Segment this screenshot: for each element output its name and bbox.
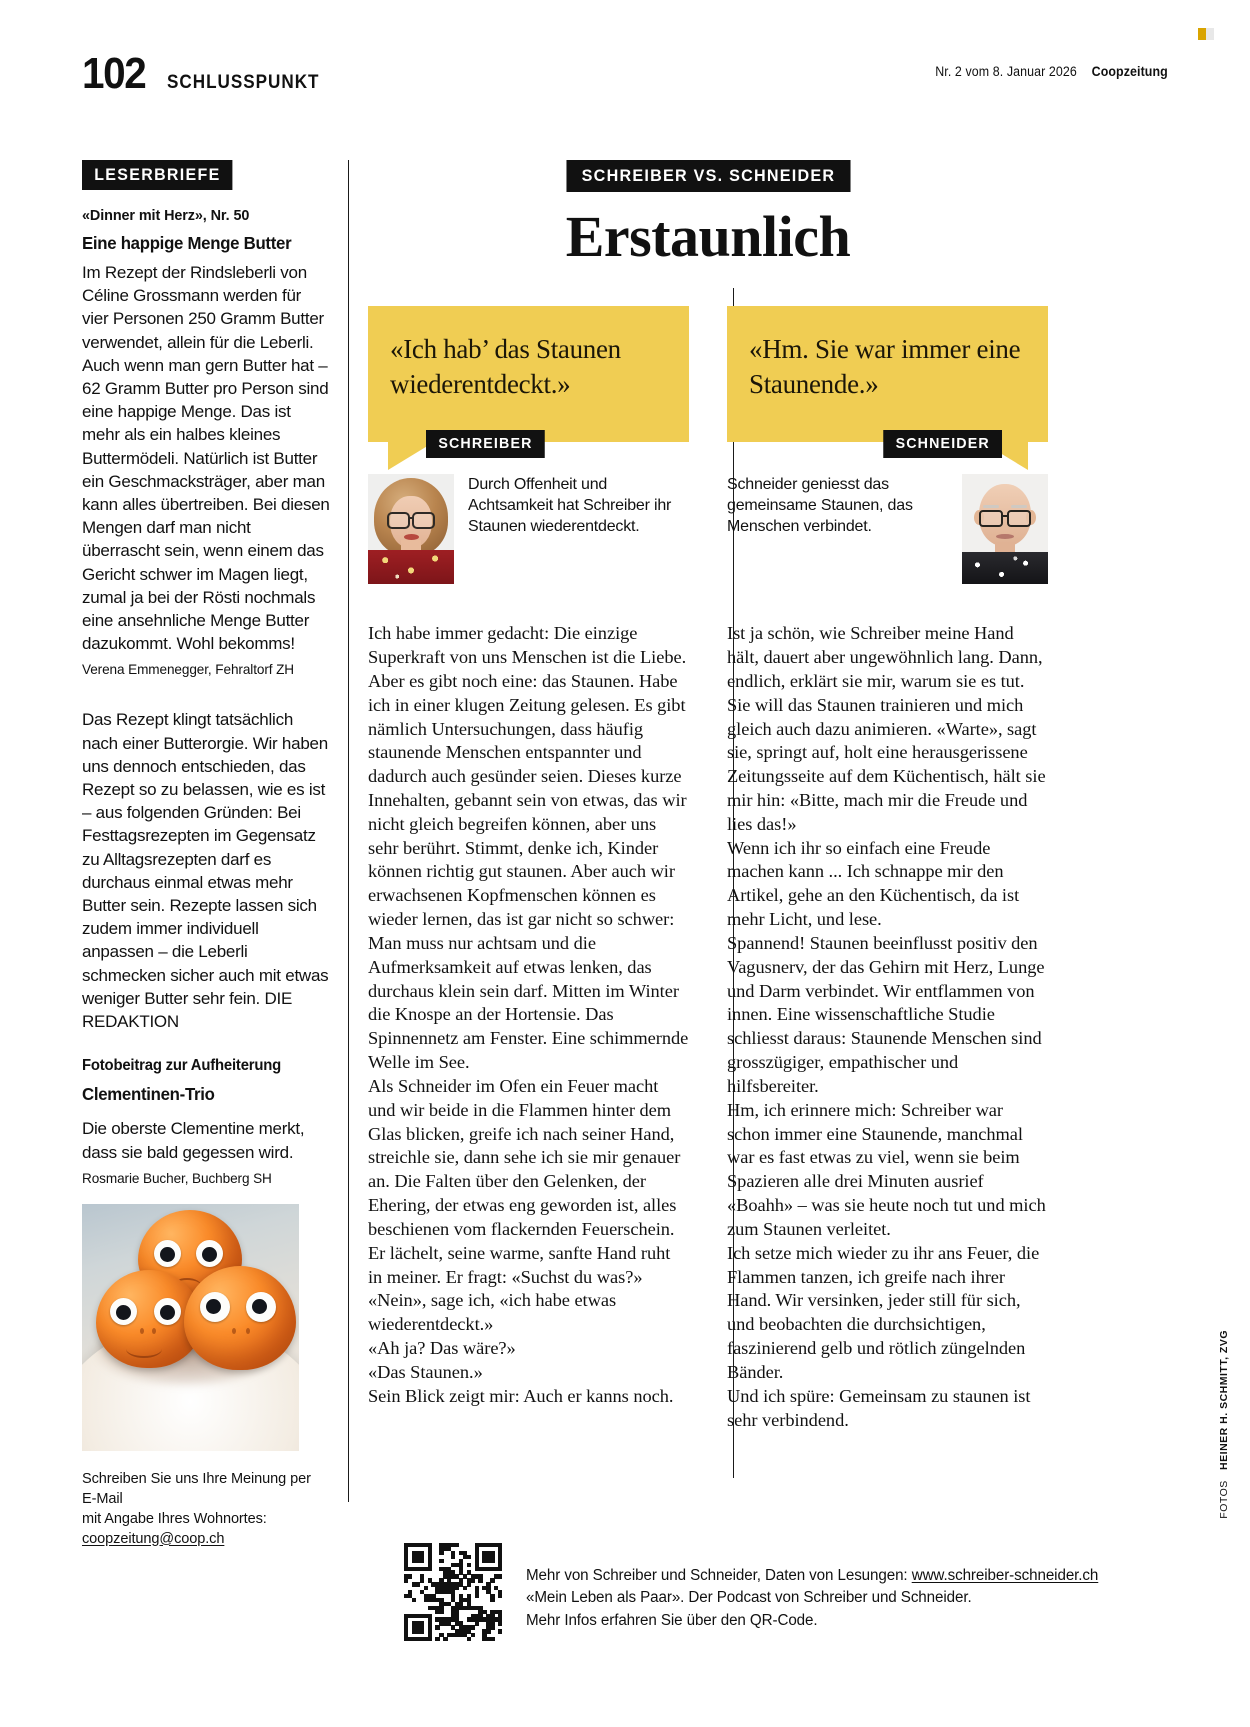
eye bbox=[154, 1298, 181, 1325]
clementine-right bbox=[184, 1266, 296, 1370]
issue-date: Nr. 2 vom 8. Januar 2026 bbox=[935, 64, 1078, 79]
clothing bbox=[962, 552, 1048, 584]
article-body bbox=[368, 622, 1048, 1432]
footer-line-2: «Mein Leben als Paar». Der Podcast von Schreiber und Schneider. bbox=[526, 1589, 972, 1607]
nostril bbox=[140, 1328, 144, 1334]
eyebrow bbox=[1011, 505, 1027, 508]
quote-bubble-schreiber bbox=[368, 306, 689, 453]
article-tag-row bbox=[368, 160, 1048, 192]
paragraph: «Nein», sage ich, «ich habe etwas wiederentdeckt.» bbox=[368, 1290, 617, 1335]
spacer bbox=[82, 677, 330, 701]
bio-text-schreiber: Durch Offenheit und Achtsamkeit hat Schreiber ihr Staunen wiederentdeckt. bbox=[468, 476, 672, 536]
footer-line-3: Mehr Infos erfahren Sie über den QR-Code. bbox=[526, 1611, 818, 1629]
publication-name: Coopzeitung bbox=[1091, 64, 1168, 79]
paragraph: Ich habe immer gedacht: Die einzige Superkraft von uns Menschen ist die Liebe. Aber es gibt noch eine: das Staunen. Habe ich in einer klugen Zeitung gelesen. Es gibt nämlich Untersuchungen, dass häufig staunende Menschen entspannter und dadurch auch gesünder seien. Dieses kurze Innehalten, gebannt sein von etwas, das wir nicht gleich begreifen können, aber uns sehr berührt. Stimmt, denke ich, Kinder können richtig gut staunen. Aber auch wir erwachsenen Kopfmenschen können es wieder lernen, das ist gar nicht so schwer: Man muss nur achtsam und die Aufmerksamkeit auf etwas lenken, das durchaus klein sein darf. Mitten im Winter die Knospe an der Hortensie. Das Spinnennetz am Fenster. Eine schimmernde Welle im See. bbox=[368, 623, 689, 1073]
paragraph: Spannend! Staunen beeinflusst positiv den Vagusnerv, der das Gehirn mit Herz, Lunge und Darm verbindet. Wir entflammen von innen. Eine wissenschaftliche Studie schliesst daraus: Staunende Menschen sind grosszügiger, empathischer und hilfsbereiter. bbox=[727, 932, 1045, 1096]
eye bbox=[154, 1240, 181, 1267]
column-divider-left bbox=[348, 160, 349, 1502]
bio-schreiber bbox=[368, 474, 689, 584]
masthead bbox=[82, 49, 1168, 108]
quote-text-schreiber: «Ich hab’ das Staunen wiederentdeckt.» bbox=[390, 334, 621, 400]
name-badge-schreiber: SCHREIBER bbox=[426, 430, 545, 458]
quote-row bbox=[368, 306, 1048, 584]
photo-kicker: Fotobeitrag zur Aufheiterung bbox=[82, 1057, 282, 1075]
photo-credit-value: HEINER H. SCHMITT, ZVG bbox=[1218, 1330, 1230, 1470]
section-rubric: SCHLUSSPUNKT bbox=[166, 72, 320, 93]
nostril bbox=[152, 1328, 156, 1334]
paragraph: «Ah ja? Das wäre?» bbox=[368, 1338, 516, 1359]
paragraph: Und ich spüre: Gemeinsam zu staunen ist sehr verbindend. bbox=[727, 1385, 1031, 1430]
article-body-schneider bbox=[727, 622, 1048, 1432]
quote-bubble-schneider bbox=[727, 306, 1048, 453]
article-body-schreiber bbox=[368, 622, 689, 1432]
paragraph: Als Schneider im Ofen ein Feuer macht und wir beide in die Flammen hinter dem Glas blicken, greife ich nach seiner Hand, streichle sie, dann sehe ich sie mir genauer an. Die Falten über den Gelenken, der Ehering, der etwas eng geworden ist, alles beschienen vom flackernden Feuerschein. bbox=[368, 1075, 681, 1239]
article-title: Erstaunlich bbox=[565, 204, 851, 269]
clothing bbox=[368, 550, 454, 584]
bio-schneider bbox=[727, 474, 1048, 584]
letter-signature: Verena Emmenegger, Fehraltorf ZH bbox=[82, 661, 295, 678]
footer-text bbox=[526, 1543, 1098, 1632]
name-badge-schneider: SCHNEIDER bbox=[883, 430, 1002, 458]
nostril bbox=[246, 1328, 250, 1334]
nostril bbox=[232, 1328, 236, 1334]
letter-body: Im Rezept der Rindsleberli von Céline Grossmann werden für vier Personen 250 Gramm Butter verwendet, allein für die Leberli. Auch wenn man gern Butter hat – 62 Gramm Butter pro Person sind eine happige Menge. Das ist mehr als ein halbes kleines Buttermödeli. Natürlich ist Butter ein Geschmacksträger, aber man kann alles übertreiben. Bei diesen Mengen darf man nicht überrascht sein, wenn einem das Gericht schwer im Magen liegt, zumal ja bei der Rösti nochmals eine ansehnliche Menge Butter dazukommt. Wohl bekomms! bbox=[82, 263, 330, 654]
portrait-schneider bbox=[962, 474, 1048, 584]
photo-credit bbox=[1218, 1330, 1230, 1519]
article-section-tag: SCHREIBER VS. SCHNEIDER bbox=[566, 160, 850, 192]
eyebrow bbox=[983, 505, 999, 508]
page-number: 102 bbox=[82, 49, 146, 98]
quote-col-schneider bbox=[727, 306, 1048, 584]
photo-signature: Rosmarie Bucher, Buchberg SH bbox=[82, 1169, 272, 1186]
website-link[interactable]: www.schreiber-schneider.ch bbox=[911, 1567, 1099, 1584]
letter-title: Eine happige Menge Butter bbox=[82, 233, 292, 253]
spacer bbox=[82, 1033, 330, 1057]
article-footer bbox=[404, 1543, 1110, 1641]
contact-email-link[interactable]: coopzeitung@coop.ch bbox=[82, 1529, 225, 1547]
masthead-right bbox=[935, 64, 1168, 79]
quote-text-schneider: «Hm. Sie war immer eine Staunende.» bbox=[749, 334, 1021, 400]
photo-caption: Die oberste Clementine merkt, dass sie bald gegessen wird. bbox=[82, 1119, 305, 1162]
letter-reference: «Dinner mit Herz», Nr. 50 bbox=[82, 207, 250, 224]
editorial-reply: Das Rezept klingt tatsächlich nach einer Butterorgie. Wir haben uns dennoch entschieden, das Rezept so zu belassen, wie es ist – aus folgenden Gründen: Bei Festtagsrezepten im Gegensatz zu Alltagsrezepten darf es durchaus einmal etwas mehr Butter sein. Rezepte lassen sich zudem immer individuell anpassen – die Leberli schmecken sicher auch mit etwas weniger Butter sehr fein. DIE REDAKTION bbox=[82, 710, 329, 1032]
footer-line-1-prefix: Mehr von Schreiber und Schneider, Daten von Lesungen: bbox=[526, 1567, 912, 1584]
photo-title: Clementinen-Trio bbox=[82, 1084, 215, 1105]
glasses-icon bbox=[979, 510, 1031, 523]
mouth bbox=[126, 1340, 162, 1358]
footer-line-1: Schreiben Sie uns Ihre Meinung per E-Mail bbox=[82, 1469, 311, 1507]
paragraph: Wenn ich ihr so einfach eine Freude machen kann ... Ich schnappe mir den Artikel, gehe an den Küchentisch, da ist mehr Licht, und lese. bbox=[727, 837, 1020, 930]
footer-line-2: mit Angabe Ihres Wohnortes: bbox=[82, 1509, 267, 1527]
eye bbox=[196, 1240, 223, 1267]
bio-text-schneider: Schneider geniesst das gemeinsame Staunen, das Menschen verbindet. bbox=[727, 476, 913, 536]
quote-col-schreiber bbox=[368, 306, 689, 584]
paragraph: Hm, ich erinnere mich: Schreiber war schon immer eine Staunende, manchmal war es fast etwas zu viel, wenn sie beim Spazieren alle drei Minuten ausrief «Boahh» – was sie heute noch tut und mich zum Staunen verleitet. bbox=[727, 1099, 1046, 1239]
letters-column bbox=[82, 160, 330, 1548]
paragraph: Sein Blick zeigt mir: Auch er kanns noch. bbox=[368, 1385, 674, 1406]
masthead-left bbox=[82, 49, 336, 98]
main-article bbox=[368, 160, 1048, 1432]
clementines-photo bbox=[82, 1204, 299, 1451]
eye bbox=[200, 1292, 230, 1322]
paragraph: Ich setze mich wieder zu ihr ans Feuer, die Flammen tanzen, ich greife nach ihrer Hand. Wir versinken, jeder still für sich, und beobachten die durchsichtigen, faszinierend gelb und rötlich züngelnden Bänder. bbox=[727, 1242, 1040, 1382]
qr-code[interactable] bbox=[404, 1543, 502, 1641]
eye bbox=[110, 1298, 137, 1325]
print-registration-mark bbox=[1198, 28, 1214, 40]
paragraph: Er lächelt, seine warme, sanfte Hand ruht in meiner. Er fragt: «Suchst du was?» bbox=[368, 1242, 671, 1287]
letters-footer bbox=[82, 1469, 323, 1549]
paragraph: Ist ja schön, wie Schreiber meine Hand hält, dauert aber ungewöhnlich lang. Dann, endlich, erklärt sie mir, warum sie es tut. Sie will das Staunen trainieren und mich gleich auch dazu animieren. «Warte», sagt sie, springt auf, holt eine herausgerissene Zeitungsseite auf dem Küchentisch, hält sie mir hin: «Bitte, mach mir die Freude und lies das!» bbox=[727, 623, 1046, 834]
letters-section-tag: LESERBRIEFE bbox=[82, 160, 233, 190]
glasses-icon bbox=[387, 512, 435, 525]
portrait-schreiber bbox=[368, 474, 454, 584]
eye bbox=[246, 1292, 276, 1322]
paragraph: «Das Staunen.» bbox=[368, 1361, 483, 1382]
photo-credit-label: FOTOS bbox=[1218, 1480, 1230, 1519]
